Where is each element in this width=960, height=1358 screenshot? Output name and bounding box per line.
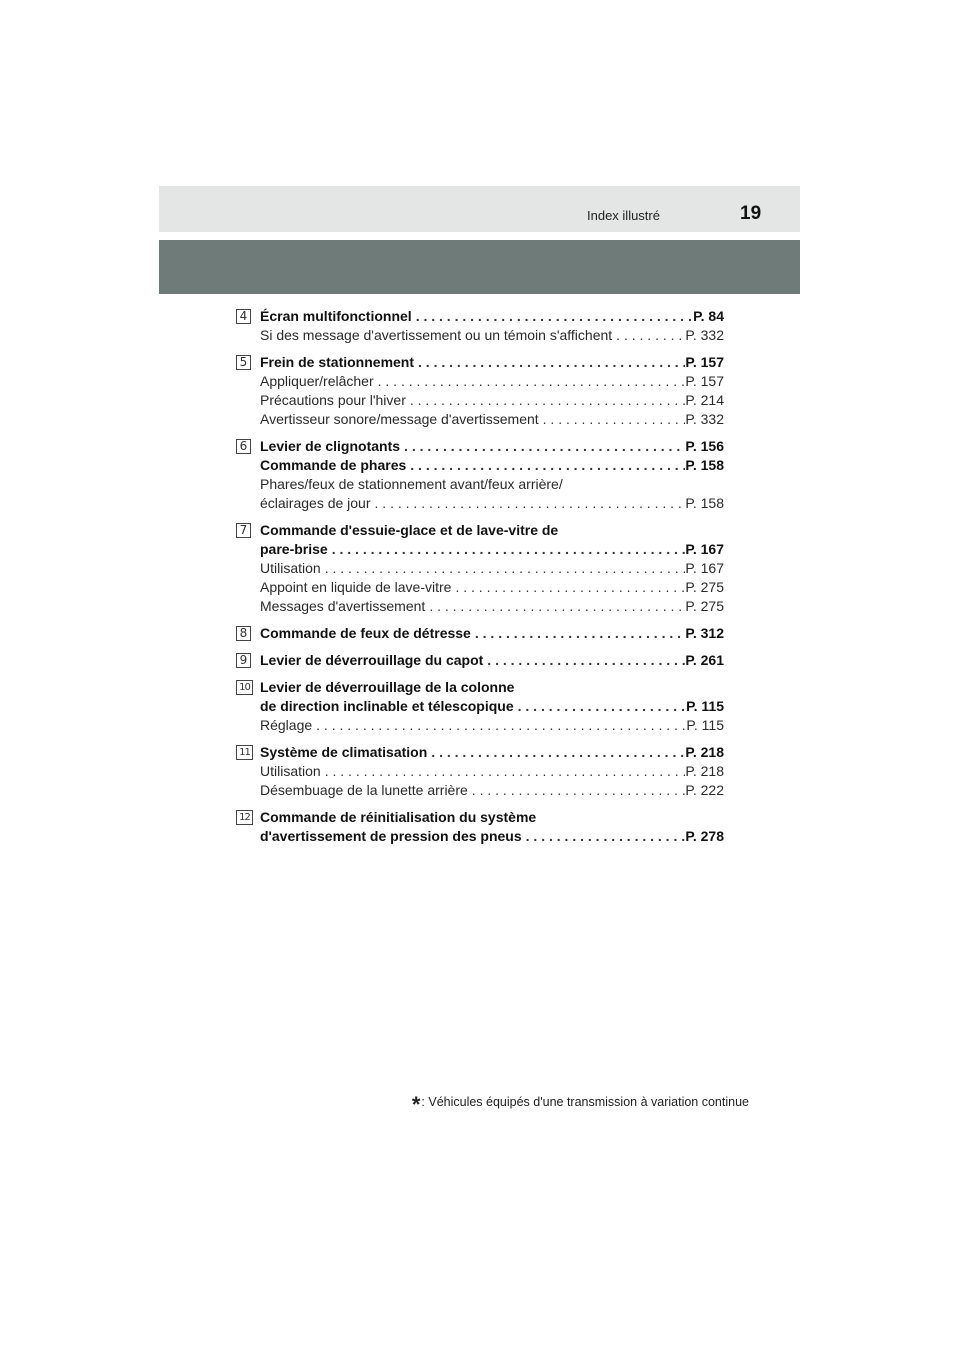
page-reference: P. 222 [685,782,724,798]
page-reference: P. 158 [685,495,724,511]
entry-heading-line [260,353,724,372]
entry-label: Levier de déverrouillage du capot [260,652,484,668]
entry-subitem-line [260,781,724,800]
dot-leader [321,762,686,781]
entry-label: Levier de déverrouillage de la colonne [260,679,515,695]
entry-subitem-line [260,410,724,429]
entry-subitem-line [260,326,724,345]
dot-leader [612,326,685,345]
entry-heading-line [260,521,724,540]
entry-heading-line [260,651,724,670]
index-entry [236,743,724,800]
entry-subitem-line [260,716,724,735]
entry-label: Utilisation [260,560,321,576]
entry-label: Système de climatisation [260,744,428,760]
entry-subitem-line [260,559,724,578]
page-reference: P. 278 [685,828,724,844]
entry-label: Commande de réinitialisation du système [260,809,537,825]
entry-number-badge: 9 [236,653,251,668]
page-reference: P. 156 [685,438,724,454]
entry-label: Désembuage de la lunette arrière [260,782,468,798]
dot-leader [371,494,686,513]
entry-number-badge: 8 [236,626,251,641]
entry-label: Frein de stationnement [260,354,415,370]
dot-leader [451,578,685,597]
entry-subitem-line [260,762,724,781]
entry-heading-line [260,808,724,827]
page-reference: P. 157 [685,354,724,370]
dot-leader [427,743,685,762]
page-reference: P. 218 [685,763,724,779]
index-entry [236,521,724,616]
entry-label: Réglage [260,717,313,733]
entry-label: Commande de feux de détresse [260,625,471,641]
index-entry [236,678,724,735]
entry-label: pare-brise [260,541,328,557]
entry-subitem-line [260,578,724,597]
entry-subitem-line [260,494,724,513]
page-number: 19 [740,203,762,224]
page-reference: P. 115 [686,698,724,714]
footnote-text: : Véhicules équipés d'une transmission à variation continue [421,1095,749,1109]
entry-label: Appliquer/relâcher [260,373,374,389]
entry-heading-line [260,697,724,716]
dot-leader [321,559,686,578]
entry-heading-line [260,540,724,559]
entry-heading-line [260,437,724,456]
page-reference: P. 261 [685,652,724,668]
page-reference: P. 158 [685,457,724,473]
entry-label: Commande d'essuie-glace et de lave-vitre de [260,522,559,538]
page-reference: P. 157 [685,373,724,389]
entry-heading-line [260,827,724,846]
entry-label: Écran multifonctionnel [260,308,412,324]
dot-leader [406,391,685,410]
page-reference: P. 115 [686,717,724,733]
dot-leader [425,597,685,616]
page-reference: P. 312 [685,625,724,641]
index-entry [236,624,724,643]
page-reference: P. 167 [685,560,724,576]
index-entry [236,353,724,429]
entry-heading-line [260,456,724,475]
index-entry [236,307,724,345]
entry-label: Avertisseur sonore/message d'avertissement [260,411,539,427]
footnote [412,1092,749,1118]
page-reference: P. 167 [685,541,724,557]
dot-leader [468,781,686,800]
entry-label: d'avertissement de pression des pneus [260,828,522,844]
page-reference: P. 84 [693,308,724,324]
page-reference: P. 214 [685,392,724,408]
entry-number-badge: 7 [236,523,251,538]
entry-heading-line [260,307,724,326]
header-band [159,240,800,294]
page-reference: P. 275 [685,579,724,595]
entry-label: de direction inclinable et télescopique [260,698,514,714]
entry-number-badge: 10 [236,680,253,695]
entry-label: Précautions pour l'hiver [260,392,406,408]
dot-leader [514,697,686,716]
section-title: Index illustré [587,208,660,223]
dot-leader [328,540,686,559]
dot-leader [483,651,685,670]
index-entry [236,651,724,670]
header-bar [159,186,800,232]
entry-number-badge: 6 [236,439,251,454]
entry-heading-line [260,678,724,697]
entry-label: Utilisation [260,763,321,779]
index-list [236,307,724,854]
dot-leader [471,624,685,643]
entry-subitem-line [260,475,724,494]
dot-leader [312,716,686,735]
entry-heading-line [260,743,724,762]
entry-subitem-line [260,597,724,616]
dot-leader [414,353,685,372]
footnote-marker: * [411,1092,421,1117]
page-reference: P. 275 [685,598,724,614]
entry-label: Phares/feux de stationnement avant/feux arrière/ [260,476,563,492]
page-reference: P. 218 [685,744,724,760]
page-reference: P. 332 [685,327,724,343]
entry-label: Si des message d'avertissement ou un témoin s'affichent [260,327,613,343]
entry-subitem-line [260,372,724,391]
dot-leader [412,307,693,326]
dot-leader [374,372,686,391]
dot-leader [400,437,685,456]
entry-subitem-line [260,391,724,410]
dot-leader [406,456,685,475]
entry-label: Appoint en liquide de lave-vitre [260,579,452,595]
entry-number-badge: 4 [236,309,251,324]
dot-leader [539,410,686,429]
entry-heading-line [260,624,724,643]
entry-number-badge: 12 [236,810,253,825]
entry-label: éclairages de jour [260,495,371,511]
entry-label: Commande de phares [260,457,407,473]
entry-number-badge: 11 [236,745,253,760]
dot-leader [522,827,686,846]
page-reference: P. 332 [685,411,724,427]
entry-number-badge: 5 [236,355,251,370]
entry-label: Messages d'avertissement [260,598,426,614]
index-entry [236,437,724,513]
entry-label: Levier de clignotants [260,438,401,454]
index-entry [236,808,724,846]
